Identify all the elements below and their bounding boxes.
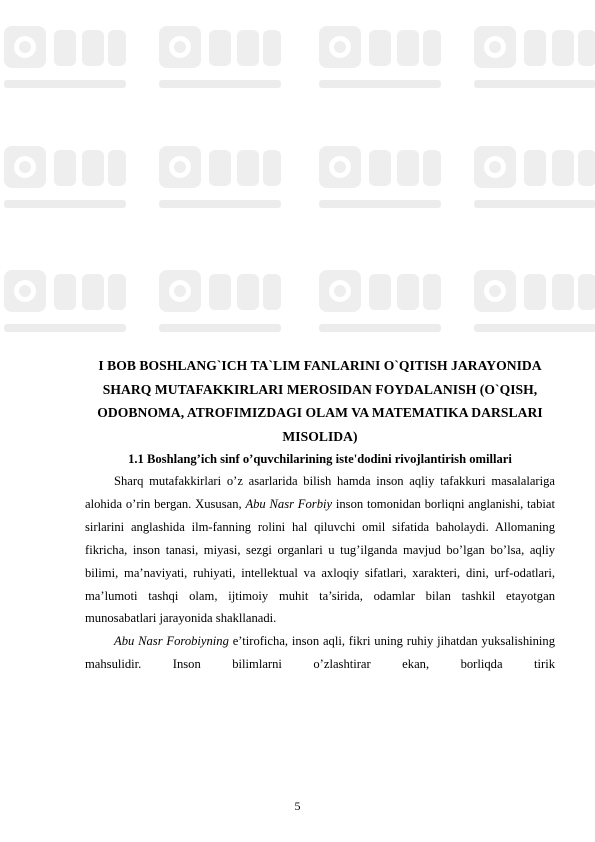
section-heading: 1.1 Boshlang’ich sinf o’quvchilarining iste'dodini rivojlantirish omillari [128,452,512,466]
page-content [85,354,555,676]
paragraph-2-author-name: Abu Nasr Forobiyning [114,634,229,649]
chapter-heading-line-1: I BOB BOSHLANG`ICH TA`LIM FANLARINI O`QITISH JARAYONIDA [98,358,542,373]
paragraph-1-author-name: Abu Nasr Forbiy [245,496,333,511]
chapter-heading [85,354,555,448]
paragraph-2-text-after: e’tiroficha, inson aqli, fikri uning ruhiy jihatdan yuksalishining mahsulidir. Inson bilimlarni o’zlashtirar ekan, borliqda tirik [85,634,555,672]
chapter-heading-line-3: ODOBNOMA, ATROFIMIZDAGI OLAM VA MATEMATIKA DARSLARI [97,405,543,420]
paragraph-1-text-after: inson tomonidan borliqni anglanishi, tabiat sirlarini anglashida ilm-fanning rolini hal qiluvchi omil sifatida baholaydi. Allomaning fikricha, inson tanasi, miyasi, sezgi organlari u tug’ilganda mavjud bo’lgan bo’lsa, aqliy bilimi, ma’naviyati, ruhiyati, intellektual va axloqiy sifatlari, xarakteri, dini, urf-odatlari, ma’lumoti tashqi olam, ijtimoiy muhit ta’sirida, odamlar bilan tashkil etayotgan munosabatlari jarayonida shakllanadi. [85,496,555,626]
chapter-heading-line-4: MISOLIDA) [282,428,358,444]
body-paragraph-1 [85,470,555,630]
chapter-heading-line-2: SHARQ MUTAFAKKIRLARI MEROSIDAN FOYDALANISH (O`QISH, [102,381,538,397]
docx-logo-icon [0,262,130,354]
body-paragraph-2 [85,630,555,676]
docx-logo-icon [315,262,445,354]
docx-logo-icon [470,138,595,230]
docx-logo-icon [315,18,445,110]
docx-logo-icon [155,262,285,354]
docx-logo-icon [470,18,595,110]
docx-logo-icon [470,262,595,354]
page-number: 5 [294,799,301,813]
docx-logo-icon [155,138,285,230]
docx-logo-icon [0,18,130,110]
docx-logo-icon [155,18,285,110]
docx-logo-icon [315,138,445,230]
docx-logo-icon [0,138,130,230]
paragraph-1-text-before: Sharq mutafakkirlari o’z asarlarida bilish hamda inson aqliy tafakkuri masalalariga alohida o’rin bergan. Xususan, [85,474,555,511]
